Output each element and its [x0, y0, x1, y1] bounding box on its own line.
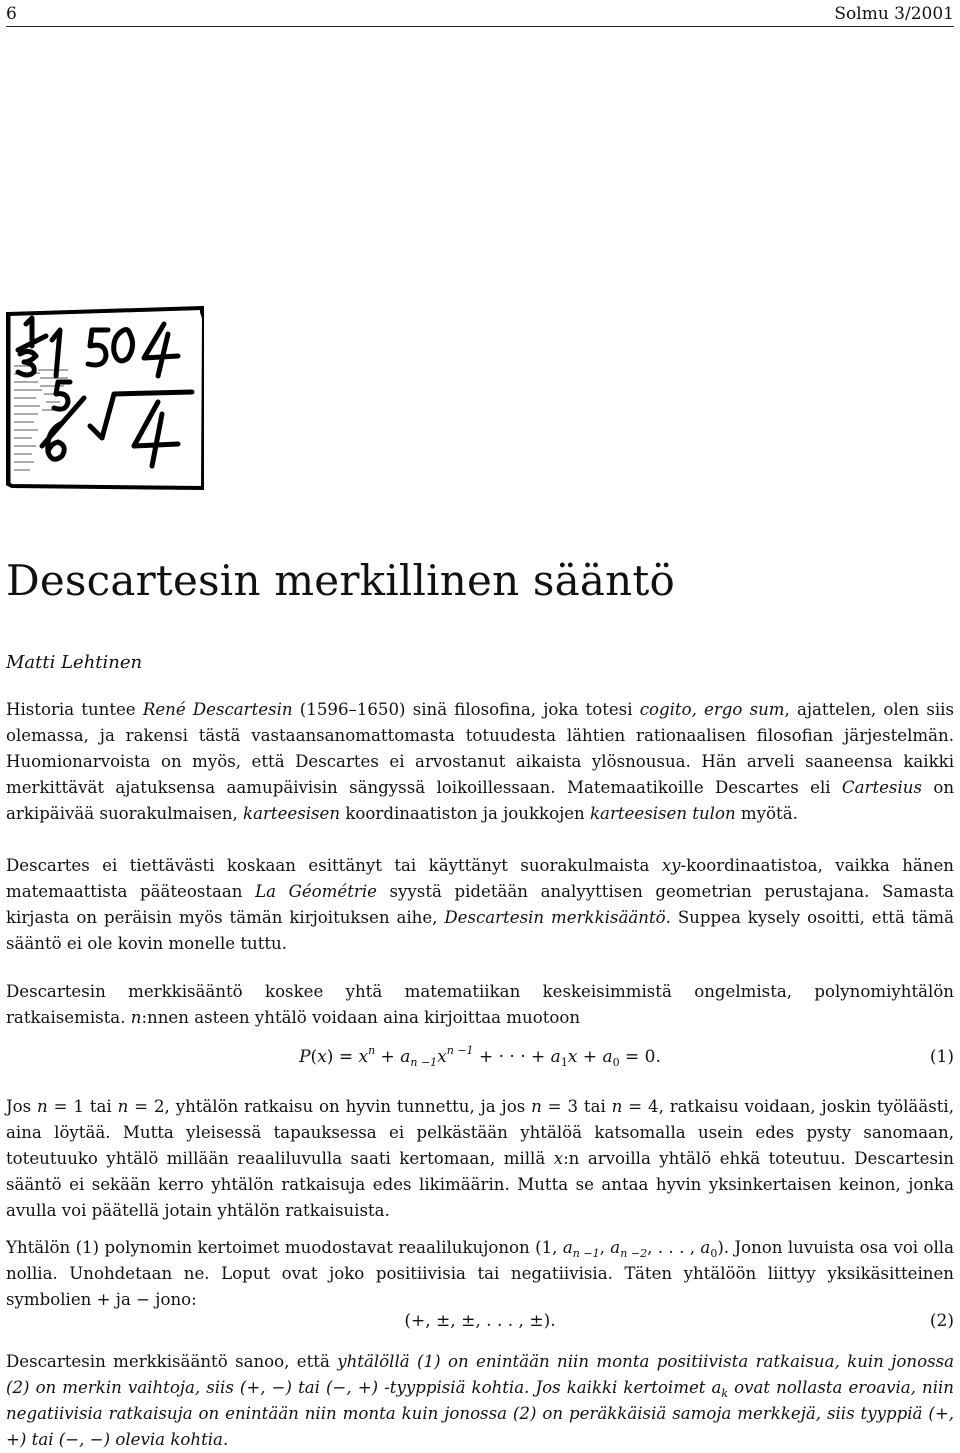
page-number: 6 [6, 4, 17, 24]
journal-issue: Solmu 3/2001 [834, 4, 954, 24]
paragraph-rule: Descartesin merkkisääntö sanoo, että yhtälöllä (1) on enintään niin monta positiivista ratkaisua, kuin jonossa (2) on merkin vaihtoja, siis (+, −) tai (−, +) -tyyppisiä kohtia. Jos kaikki kertoimet $a_k$ ovat nollasta eroavia, niin negatiivisia ratkaisuja on enintään niin monta kuin jonossa (2) on peräkkäisiä samoja merkkejä, siis tyyppiä (+, +) tai (−, −) olevia kohtia. [6, 1352, 954, 1449]
equation-1-formula: $P(x) = x^n + a_{n -1}x^{n -1}$ + · · · + $a_1x + a_0 = 0$. [299, 1044, 661, 1069]
paragraph-coefficients: Yhtälön (1) polynomin kertoimet muodostavat reaalilukujonon (1, $a_{n -1}$, $a_{n -2}$, . . . , $a_0$). Jonon luvuista osa voi olla nollia. Unohdetaan ne. Loput ovat joko positiivisia tai negatiivisia. Täten yhtälöön liittyy yksikäsitteinen symbolien + ja − jono: [6, 1238, 954, 1309]
paragraph-polynomial: Descartesin merkkisääntö koskee yhtä matematiikan keskeisimmistä ongelmista, polynomiyhtälön ratkaisemista. n:nnen asteen yhtälö voidaan aina kirjoittaa muotoon [6, 982, 954, 1027]
logo-digits [18, 318, 192, 466]
article-title: Descartesin merkillinen sääntö [6, 556, 675, 605]
equation-2-number: (2) [929, 1311, 954, 1331]
logo-drawing [6, 306, 204, 490]
article-author: Matti Lehtinen [6, 652, 143, 673]
paragraph-geometrie: Descartes ei tiettävästi koskaan esittänyt tai käyttänyt suorakulmaista xy-koordinaatistoa, vaikka hänen matemaattista pääteostaan La Géométrie syystä pidetään analyyttisen geometrian perustajana. Samasta kirjasta on peräisin myös tämän kirjoituksen aihe, Descartesin merkkisääntö. Suppea kysely osoitti, että tämä sääntö ei ole kovin monelle tuttu. [6, 856, 955, 953]
equation-1-number: (1) [929, 1047, 954, 1067]
logo-image [6, 306, 204, 490]
logo-frame [8, 308, 204, 488]
header-rule [6, 26, 954, 27]
paragraph-solutions: Jos n = 1 tai n = 2, yhtälön ratkaisu on hyvin tunnettu, ja jos n = 3 tai n = 4, ratkaisu voidaan, joskin työläästi, aina löytää. Mutta yleisessä tapauksessa ei pelkästään yhtälöä katsomalla usein edes pysty sanomaan, toteutuuko yhtälö millään reaaliluvulla saati kertomaan, millä x:n arvoilla yhtälö ehkä toteutuu. Descartesin sääntö ei sekään kerro yhtälön ratkaisuja edes likimäärin. Mutta se antaa hyvin yksinkertaisen keinon, jonka avulla voi päätellä jotain yhtälön ratkaisuista. [6, 1097, 954, 1220]
paragraph-intro: Historia tuntee René Descartesin (1596–1650) sinä filosofina, joka totesi cogito, ergo sum, ajattelen, olen siis olemassa, ja rakensi tästä vastaansanomattomasta totuudesta lähtien rationaalisen filosofian järjestelmän. Huomionarvoista on myös, että Descartes ei arvostanut aikaista ylösnousua. Hän arveli saaneensa kaikki merkittävät ajatuksensa aamupäivisin sängyssä loikoillessaan. Matemaatikoille Descartes eli Cartesius on arkipäivää suorakulmaisen, karteesisen koordinaatiston ja joukkojen karteesisen tulon myötä. [6, 700, 955, 823]
equation-2-formula: (+, ±, ±, . . . , ±). [404, 1311, 556, 1331]
